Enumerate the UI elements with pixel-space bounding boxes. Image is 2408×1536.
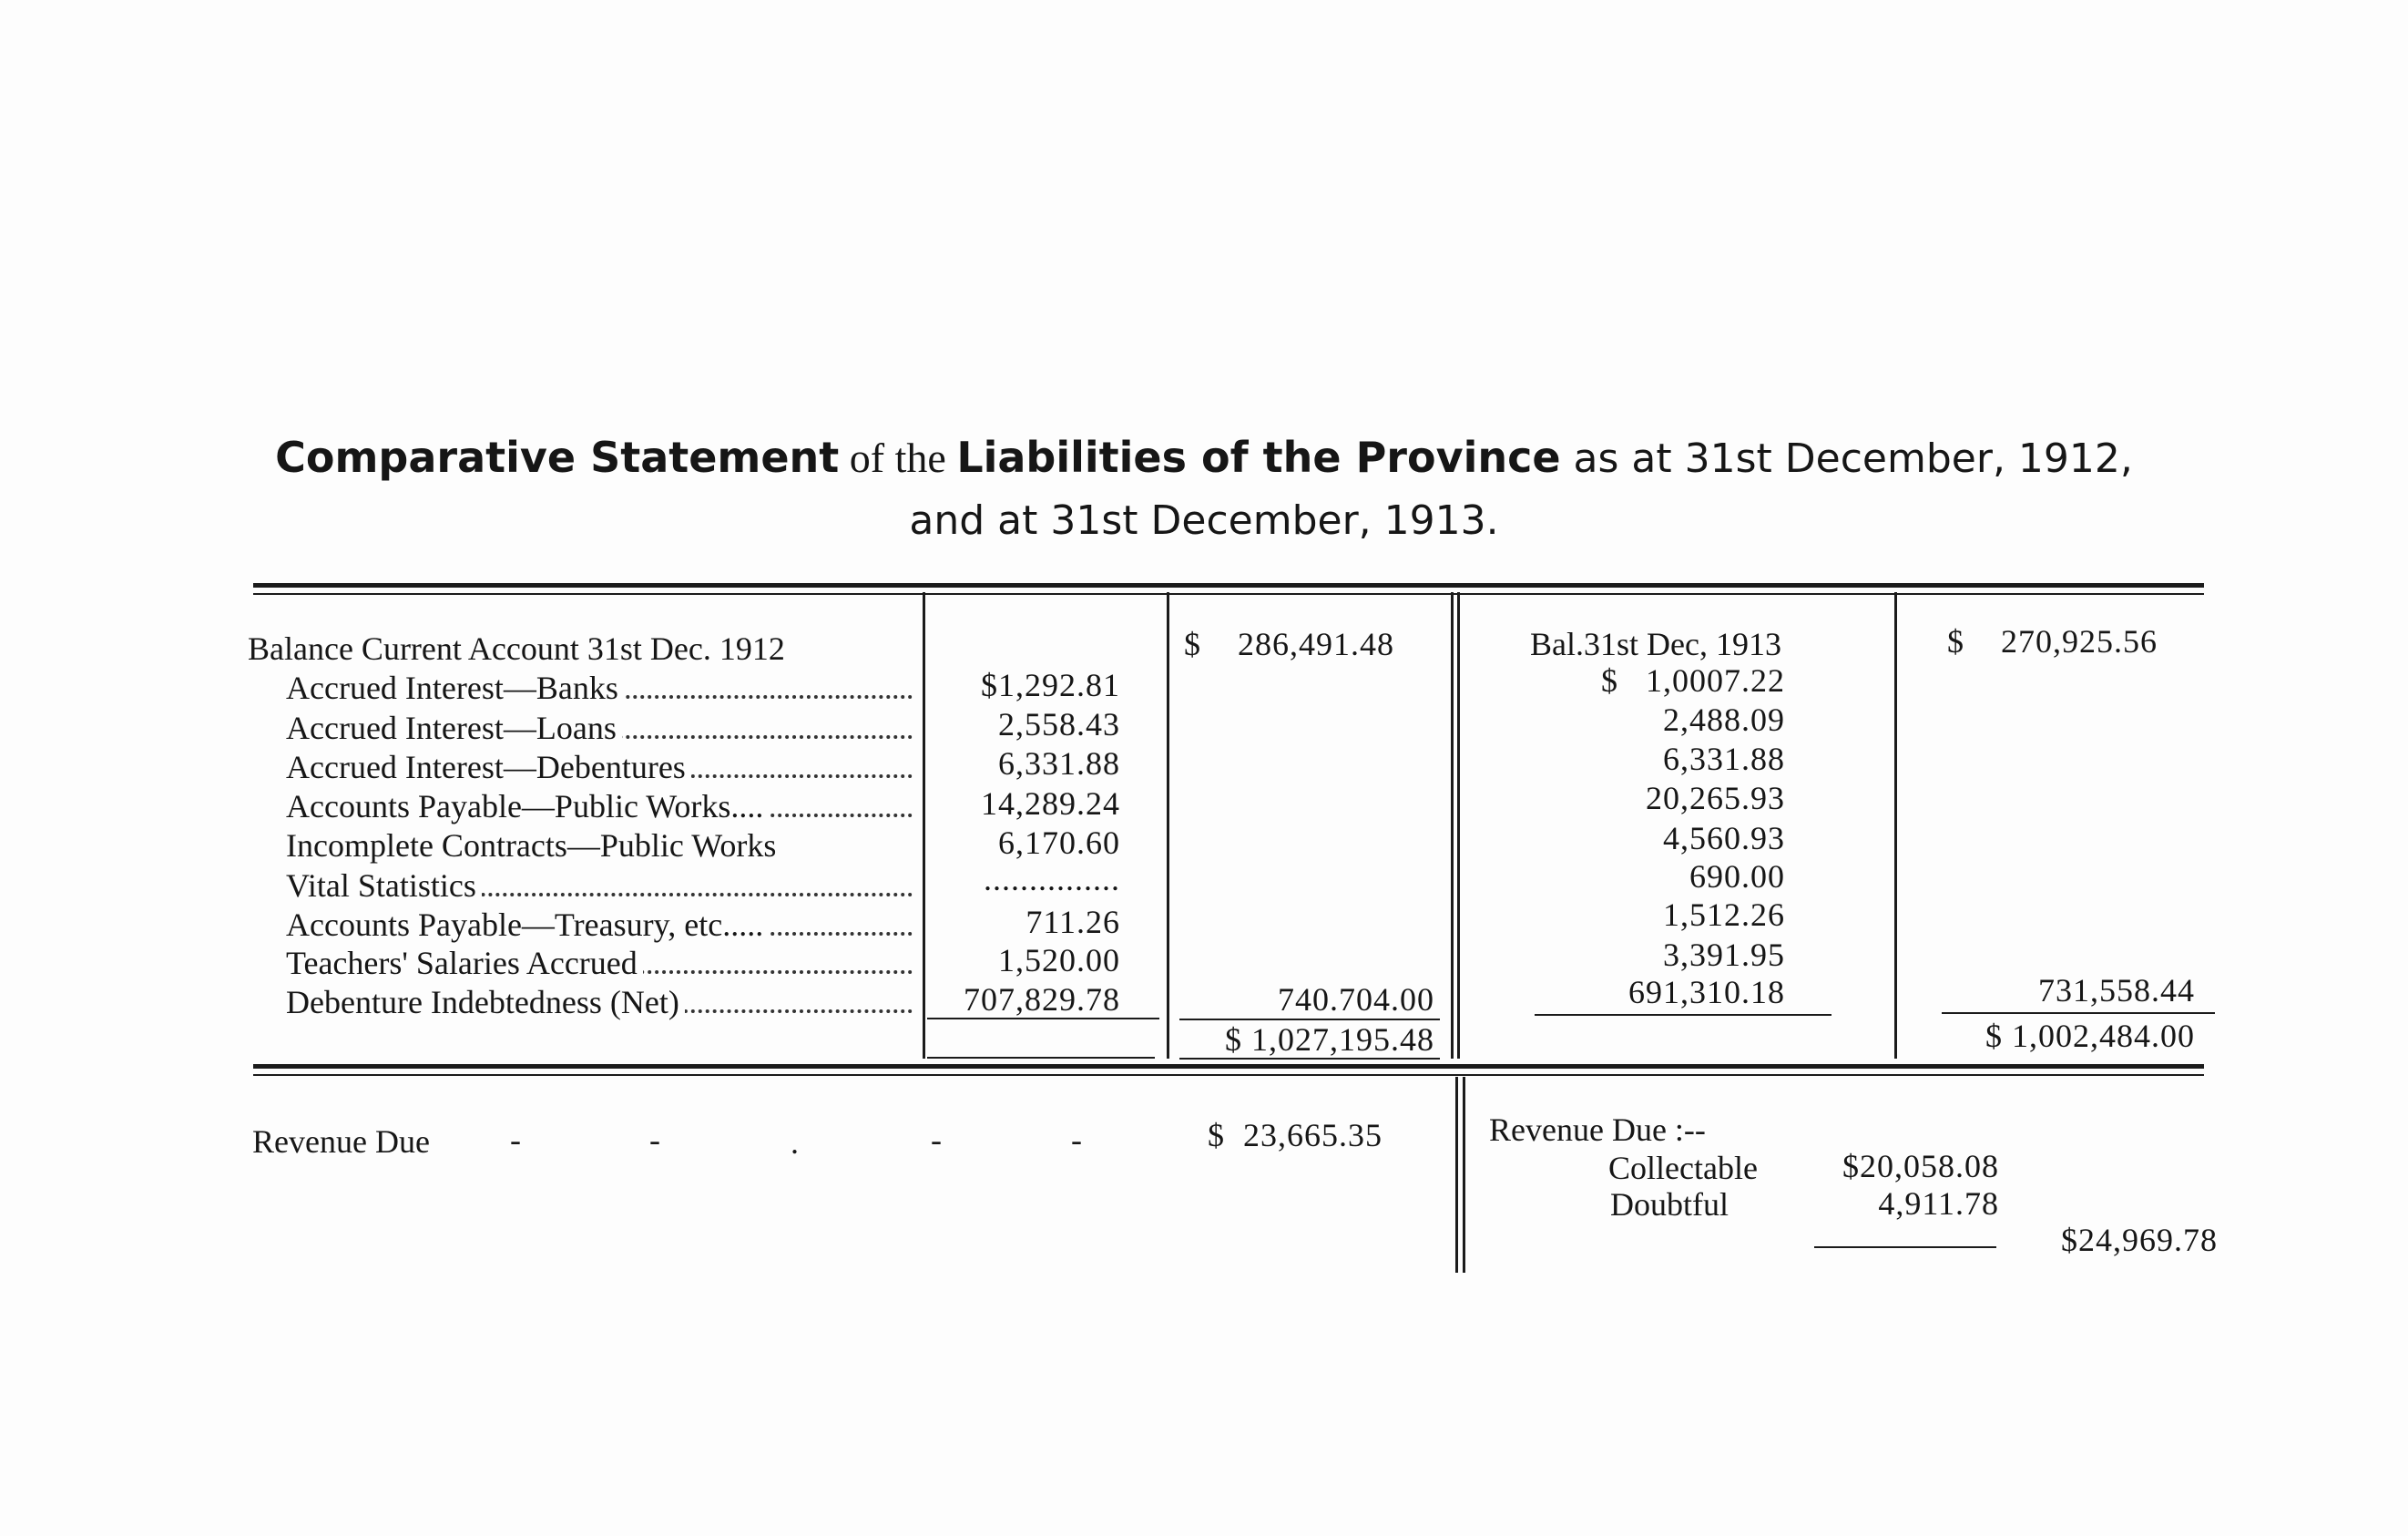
right-item-amount: $ 1,0007.22 [1601,662,1785,699]
left-item-label: Accrued Interest—Loans [286,709,913,747]
top-rule-thick [253,583,2204,588]
leader-dash: - [510,1121,521,1158]
bottom-rule-thick [253,1064,2204,1069]
right-item-amount: 690.00 [1689,858,1785,895]
left-item-amount: 707,829.78 [964,981,1120,1018]
left-item-bottom-line [927,1057,1155,1059]
doubtful-label: Doubtful [1610,1186,1729,1223]
title-part-1: Comparative Statement [275,433,840,482]
revenue-sum-line [1814,1246,1996,1248]
title-part-4: as at 31st December, 1912, [1560,435,2133,482]
balance-1912-label: Balance Current Account 31st Dec. 1912 [248,630,785,667]
bottom-rule-thin [253,1074,2204,1076]
leader-dash: - [931,1121,942,1158]
left-item-amount: 6,170.60 [998,824,1120,861]
revenue-divider-a [1455,1077,1458,1273]
leader-dash: . [791,1124,799,1161]
left-item-amount: 711.26 [1025,904,1120,940]
left-total-bottom-line [1179,1058,1440,1060]
column-divider-3a [1451,592,1454,1059]
right-item-amount: 4,560.93 [1663,820,1785,856]
left-item-label: Accounts Payable—Public Works.... [286,787,913,825]
left-item-label: Teachers' Salaries Accrued [286,944,913,982]
left-item-label: Accrued Interest—Banks [286,669,913,707]
collectable-amount: $20,058.08 [1842,1148,1999,1184]
title-part-2: of the [839,435,957,481]
revenue-due-1913-label: Revenue Due :-- [1489,1111,1706,1148]
left-item-amount: 14,289.24 [981,785,1120,822]
column-divider-2 [1167,592,1169,1059]
doubtful-amount: 4,911.78 [1878,1185,1999,1222]
revenue-total-amount: $24,969.78 [2061,1222,2218,1258]
balance-1913-amount: $ 270,925.56 [1947,623,2158,660]
title-part-3: Liabilities of the Province [956,433,1561,482]
leader-dash: - [1071,1121,1082,1158]
revenue-divider-b [1463,1077,1465,1273]
revenue-due-label: Revenue Due [252,1123,430,1160]
right-item-amount: 691,310.18 [1628,974,1785,1010]
balance-1912-amount: $ 286,491.48 [1184,626,1394,662]
right-subtotal: 731,558.44 [2038,972,2195,1009]
balance-1913-label: Bal.31st Dec, 1913 [1530,626,1781,662]
column-divider-4 [1894,592,1897,1059]
right-item-amount: 20,265.93 [1646,780,1785,816]
left-item-amount: 2,558.43 [998,706,1120,742]
right-total: $ 1,002,484.00 [1985,1018,2195,1054]
left-item-amount: $1,292.81 [981,667,1120,703]
left-item-label: Vital Statistics [286,866,913,905]
column-divider-3b [1457,592,1460,1059]
left-item-label: Accounts Payable—Treasury, etc..... [286,906,913,944]
top-rule-thin [253,593,2204,595]
collectable-label: Collectable [1608,1150,1758,1186]
left-item-label: Accrued Interest—Debentures [286,748,913,786]
left-item-amount: 6,331.88 [998,745,1120,782]
left-total: $ 1,027,195.48 [1225,1021,1434,1058]
right-item-amount: 6,331.88 [1663,741,1785,777]
revenue-due-amount: $ 23,665.35 [1208,1117,1383,1153]
left-item-underline [927,1018,1159,1019]
leader-dash: - [649,1121,660,1158]
right-item-amount: 2,488.09 [1663,701,1785,738]
right-item-amount: 3,391.95 [1663,937,1785,973]
left-item-amount: 1,520.00 [998,942,1120,978]
column-divider-1 [923,592,925,1059]
right-item-underline [1535,1014,1832,1016]
right-item-amount: 1,512.26 [1663,896,1785,933]
left-item-label: Debenture Indebtedness (Net) [286,983,913,1021]
right-subtotal-underline [1942,1012,2215,1014]
left-item-amount: ............... [984,861,1120,897]
statement-title [0,426,2408,552]
left-item-label: Incomplete Contracts—Public Works [286,826,913,865]
title-line-2: and at 31st December, 1913. [909,497,1499,544]
left-subtotal: 740.704.00 [1278,981,1434,1018]
